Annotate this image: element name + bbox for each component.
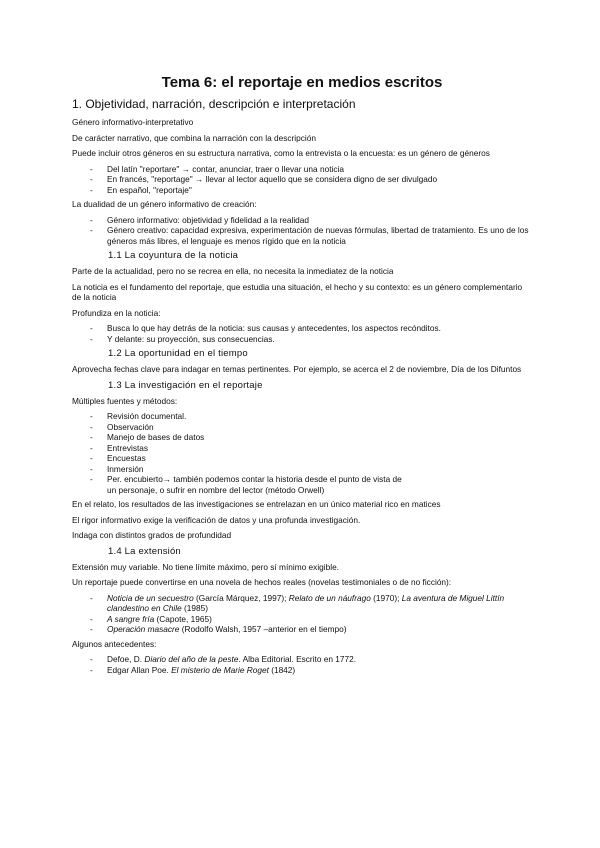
author: Edgar Allan Poe.	[107, 664, 172, 675]
citation: (Rodolfo Walsh, 1957 –anterior en el tiempo)	[179, 624, 347, 634]
paragraph: Género informativo-interpretativo	[72, 117, 194, 127]
list-item: - Busca lo que hay detrás de la noticia: sus causas y antecedentes, los aspectos recónditos.	[72, 323, 532, 334]
book-title: La aventura de Miguel Littín clandestino en Chile	[107, 592, 505, 613]
paragraph: De carácter narrativo, que combina la narración con la descripción	[72, 132, 316, 143]
list-item: - Inmersión	[72, 464, 532, 475]
citation: (1985)	[181, 603, 209, 613]
paragraph: El rigor informativo exige la verificación de datos y una profunda investigación.	[72, 514, 361, 525]
duality-list	[72, 215, 532, 247]
book-title: Noticia de un secuestro	[107, 592, 194, 603]
paragraph: La dualidad de un género informativo de creación:	[72, 199, 257, 209]
list-item	[72, 654, 532, 665]
paragraph: Parte de la actualidad, pero no se recrea en ella, no necesita la inmediatez de la noticia	[72, 266, 394, 276]
list-item: - Encuestas	[72, 453, 532, 464]
book-title: A sangre fría	[107, 613, 155, 624]
antecedents-list	[72, 654, 532, 675]
citation: . Alba Editorial. Escrito en 1772.	[238, 654, 357, 664]
citation: (1842)	[268, 664, 296, 675]
paragraph: Indaga con distintos grados de profundidad	[72, 530, 232, 540]
paragraph: Puede incluir otros géneros en su estructura narrativa, como la entrevista o la encuesta: es un género de géneros	[72, 148, 490, 158]
list-item: - Observación	[72, 422, 532, 433]
methods-list	[72, 411, 532, 495]
list-item: - Género creativo: capacidad expresiva, experimentación de nuevas fórmulas, libertad de tratamiento. Es uno de los géneros más libres, el lenguaje es menos rígido que en la noticia	[72, 225, 532, 246]
citation: (García Márquez, 1997);	[193, 592, 289, 603]
citation: (Capote, 1965)	[154, 613, 212, 624]
paragraph: Algunos antecedentes:	[72, 638, 157, 649]
novels-list	[72, 593, 532, 635]
paragraph: Aprovecha fechas clave para indagar en temas pertinentes. Por ejemplo, se acerca el 2 de noviembre, Día de los Difuntos	[72, 364, 522, 374]
list-item: - En francés, "reportage" → llevar al lector aquello que se considera digno de ser divulgado	[72, 174, 532, 185]
list-item: - Revisión documental.	[72, 411, 532, 422]
paragraph: Múltiples fuentes y métodos:	[72, 395, 178, 406]
paragraph: Extensión muy variable. No tiene límite máximo, pero sí mínimo exigible.	[72, 561, 339, 572]
book-title: El misterio de Marie Roget	[171, 664, 269, 675]
list-item: - Del latín "reportare" → contar, anunciar, traer o llevar una noticia	[72, 164, 532, 175]
list-item: - Per. encubierto→ también podemos contar la historia desde el punto de vista de un personaje, o sufrir en nombre del lector (método Orwell)	[72, 474, 532, 495]
paragraph: Un reportaje puede convertirse en una novela de hechos reales (novelas testimoniales o de no ficción):	[72, 577, 452, 587]
list-item: - Y delante: su proyección, sus consecuencias.	[72, 334, 532, 345]
list-item: - Género informativo: objetividad y fidelidad a la realidad	[72, 215, 532, 226]
subsection-heading-1-2: 1.2 La oportunidad en el tiempo	[108, 348, 248, 359]
list-item	[72, 614, 532, 625]
page-title: Tema 6: el reportaje en medios escritos	[161, 74, 443, 91]
document-page	[72, 74, 532, 679]
list-item: - Entrevistas	[72, 443, 532, 454]
list-item: - Manejo de bases de datos	[72, 432, 532, 443]
list-item	[72, 624, 532, 635]
subsection-heading-1-4: 1.4 La extensión	[108, 545, 181, 557]
subsection-heading-1-1: 1.1 La coyuntura de la noticia	[108, 250, 239, 261]
citation: (1970);	[370, 592, 402, 603]
etymology-list	[72, 164, 532, 196]
paragraph: La noticia es el fundamento del reportaje, que estudia una situación, el hecho y su contexto: es un género complementario de la noticia	[72, 281, 523, 302]
list-item	[72, 593, 532, 614]
book-title: Relato de un náufrago	[288, 592, 371, 603]
depth-list	[72, 323, 532, 344]
book-title: Diario del año de la peste	[144, 654, 239, 664]
section-heading-1: 1. Objetividad, narración, descripción e interpretación	[72, 97, 356, 111]
paragraph: En el relato, los resultados de las investigaciones se entrelazan en un único material rico en matices	[72, 499, 441, 509]
list-item: - En español, "reportaje"	[72, 185, 532, 196]
author: Defoe, D.	[107, 654, 145, 664]
paragraph: Profundiza en la noticia:	[72, 307, 161, 318]
book-title: Operación masacre	[107, 624, 180, 634]
list-item	[72, 665, 532, 676]
subsection-heading-1-3: 1.3 La investigación en el reportaje	[108, 379, 263, 391]
